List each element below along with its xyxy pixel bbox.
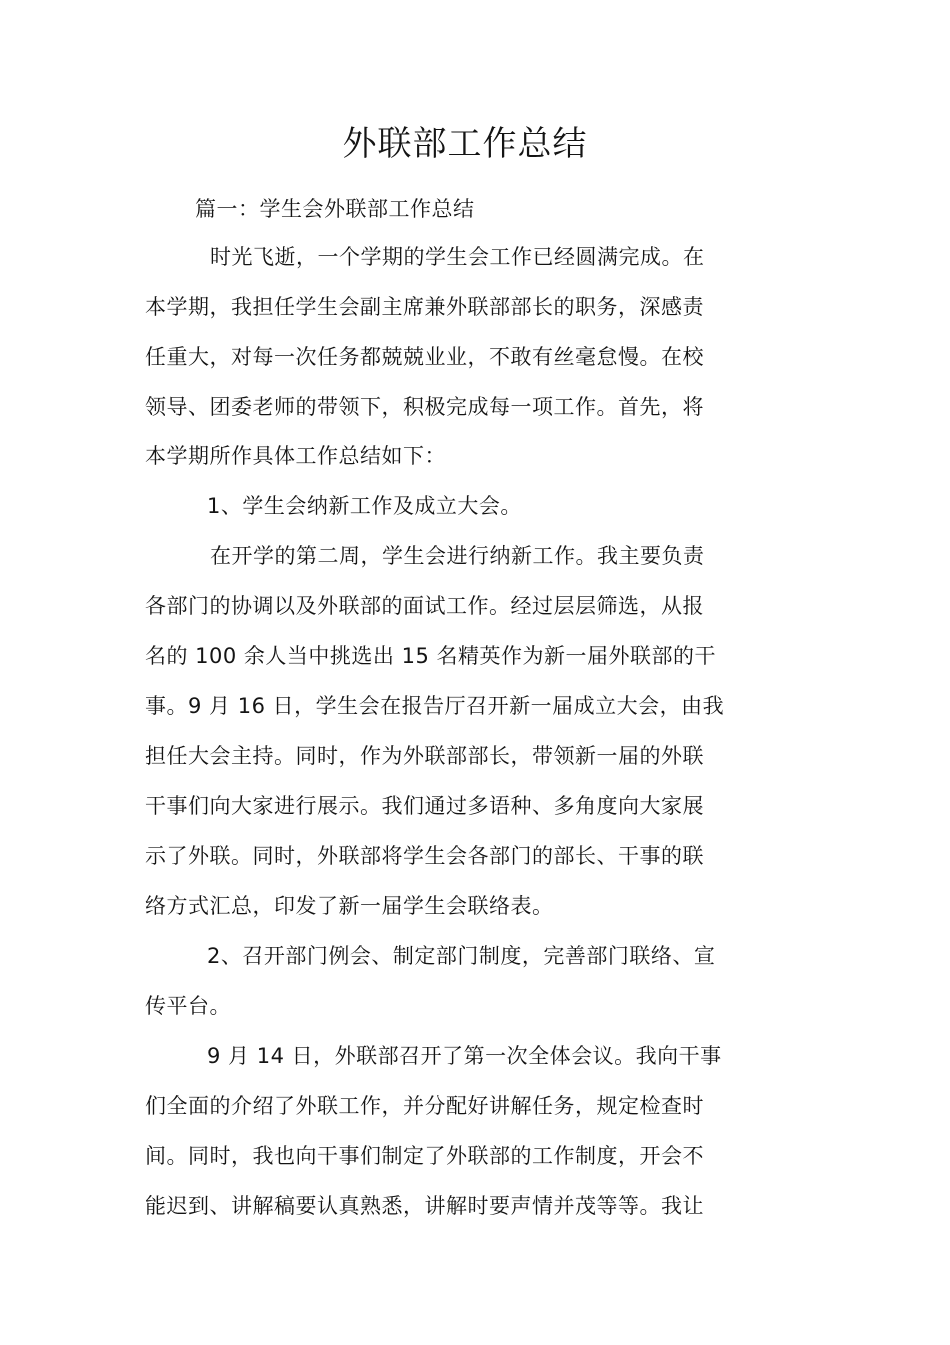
list-item-heading-continued: 传平台。 <box>145 994 231 1018</box>
paragraph-line: 9 月 14 日，外联部召开了第一次全体会议。我向干事 <box>207 1044 722 1068</box>
paragraph-line: 事。9 月 16 日，学生会在报告厅召开新一届成立大会，由我 <box>145 694 725 718</box>
paragraph-line: 能迟到、讲解稿要认真熟悉，讲解时要声情并茂等等。我让 <box>145 1194 704 1218</box>
list-item-heading: 1、学生会纳新工作及成立大会。 <box>207 494 522 518</box>
paragraph-line: 名的 100 余人当中挑选出 15 名精英作为新一届外联部的干 <box>145 644 717 668</box>
section-heading: 篇一：学生会外联部工作总结 <box>195 197 475 221</box>
paragraph-line: 任重大，对每一次任务都兢兢业业，不敢有丝毫怠慢。在校 <box>145 345 704 369</box>
paragraph-line: 示了外联。同时，外联部将学生会各部门的部长、干事的联 <box>145 844 704 868</box>
document-title: 外联部工作总结 <box>342 124 588 164</box>
list-item-heading: 2、召开部门例会、制定部门制度，完善部门联络、宣 <box>207 944 716 968</box>
paragraph-line: 干事们向大家进行展示。我们通过多语种、多角度向大家展 <box>145 794 704 818</box>
paragraph-line: 担任大会主持。同时，作为外联部部长，带领新一届的外联 <box>145 744 704 768</box>
paragraph-line: 领导、团委老师的带领下，积极完成每一项工作。首先，将 <box>145 395 704 419</box>
paragraph-line: 本学期，我担任学生会副主席兼外联部部长的职务，深感责 <box>145 295 704 319</box>
paragraph-line: 在开学的第二周，学生会进行纳新工作。我主要负责 <box>210 544 705 568</box>
paragraph-line: 各部门的协调以及外联部的面试工作。经过层层筛选，从报 <box>145 594 704 618</box>
paragraph-line: 络方式汇总，印发了新一届学生会联络表。 <box>145 894 554 918</box>
paragraph-line: 们全面的介绍了外联工作，并分配好讲解任务，规定检查时 <box>145 1094 704 1118</box>
paragraph-line: 本学期所作具体工作总结如下： <box>145 444 446 468</box>
paragraph-line: 时光飞逝，一个学期的学生会工作已经圆满完成。在 <box>210 245 705 269</box>
paragraph-line: 间。同时，我也向干事们制定了外联部的工作制度，开会不 <box>145 1144 704 1168</box>
